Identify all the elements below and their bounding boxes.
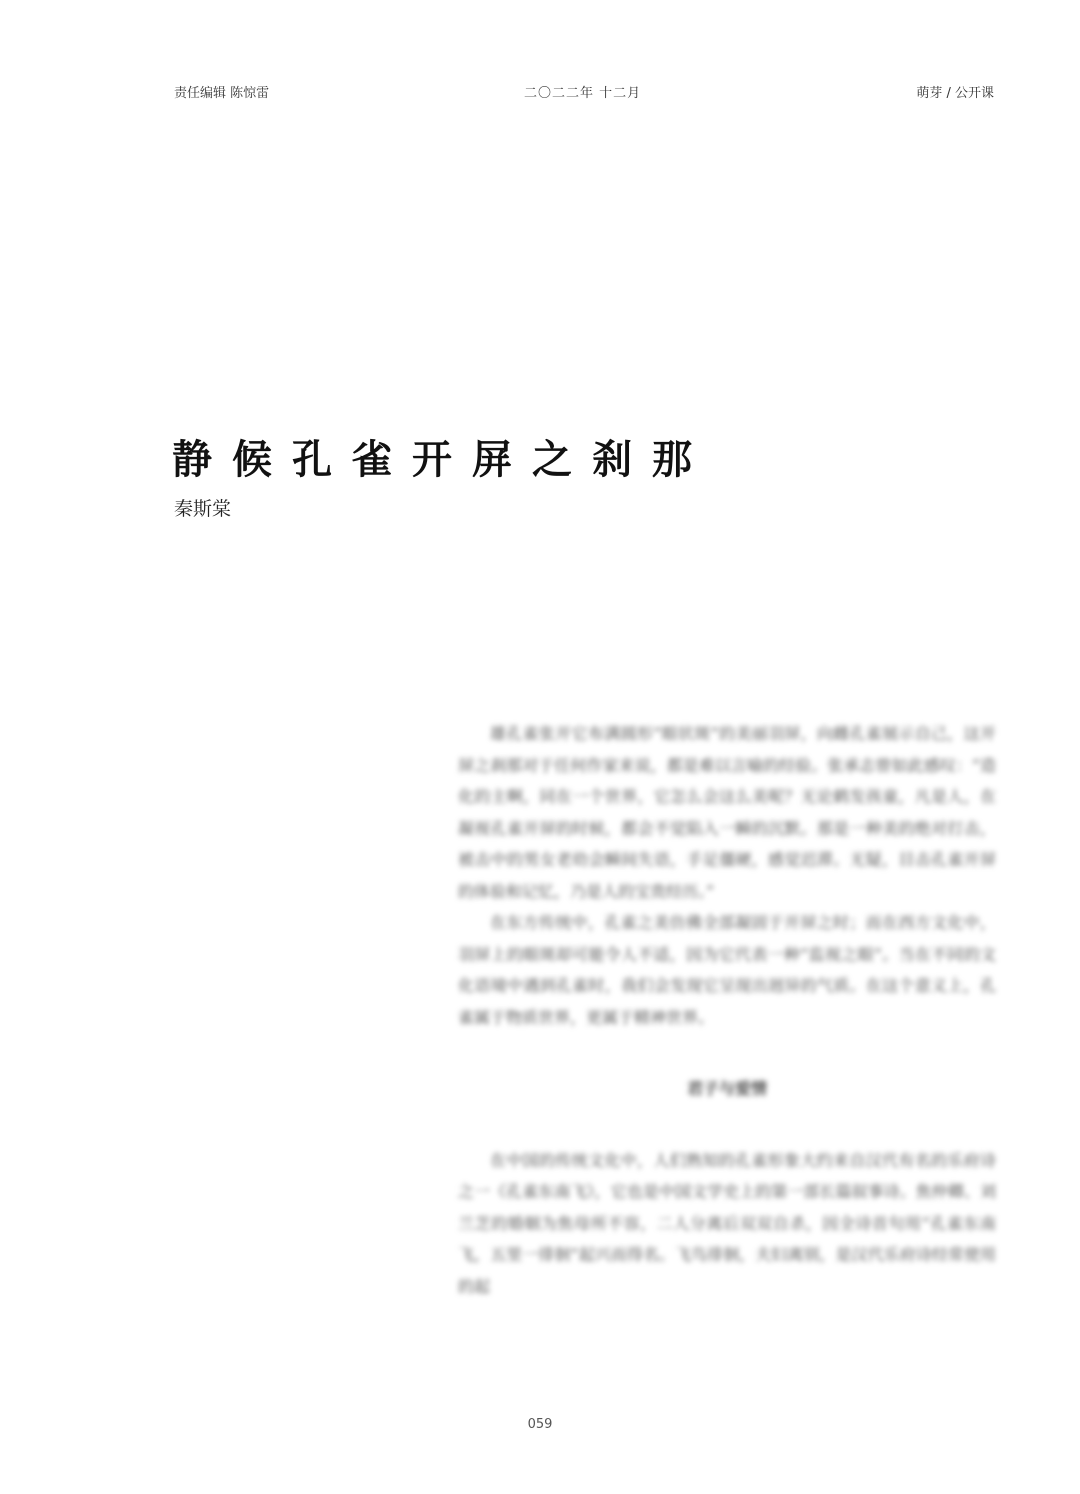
issue-date: 二〇二二年 十二月 <box>524 86 642 101</box>
body-paragraph: 在中国的传统文化中，人们熟知的孔雀形象大约来自汉代有名的乐府诗之一《孔雀东南飞》，它也是中国文学史上的第一部长篇叙事诗。焦仲卿、刘兰芝的婚姻为焦母所不容，二人分离后双双自杀，因全诗首句用“孔雀东南飞，五里一徘徊”起兴而得名。飞鸟徘徊，夫妇离别，是汉代乐府诗经常使用的起 <box>458 1150 996 1296</box>
body-paragraph: 在东方传统中，孔雀之美仿佛全部凝固于开屏之时；而在西方文化中，羽屏上的眼斑却可能令人不适，因为它代表一种“监视之眼”。当在不同的文化语境中遇到孔雀时，我们会发现它呈现出迥异的气质。在这个意义上，孔雀属于物质世界，更属于精神世界。 <box>458 913 996 1027</box>
article-body <box>458 718 996 1302</box>
page-header <box>174 82 994 102</box>
section-heading: 君子与爱情 <box>686 1079 767 1098</box>
body-paragraph: 雄孔雀张开它布满圆形“眼状斑”的美丽羽屏，向雌孔雀展示自己，这开屏之刹那对于任何作家来说，都是难以言喻的经验。张承志曾如此感叹：“造化的主啊，同在一个世界，它怎么会这么美呢？无论鹤发孩童，凡是人，在凝视孔雀开屏的时候，都会不觉陷入一瞬的沉默。那是一种美的绝对打击，被击中的男女老幼会瞬间失语，手足僵硬，感觉迟滞。无疑，目击孔雀开屏的体验和记忆，乃是人的宝贵经历。” <box>458 724 996 901</box>
article-author: 秦斯棠 <box>174 498 232 520</box>
article-title: 静候孔雀开屏之刹那 <box>172 436 712 483</box>
section-label: 萌芽 / 公开课 <box>916 86 994 101</box>
page-number: 059 <box>527 1417 553 1432</box>
editor-credit: 责任编辑 陈惊雷 <box>174 86 270 101</box>
